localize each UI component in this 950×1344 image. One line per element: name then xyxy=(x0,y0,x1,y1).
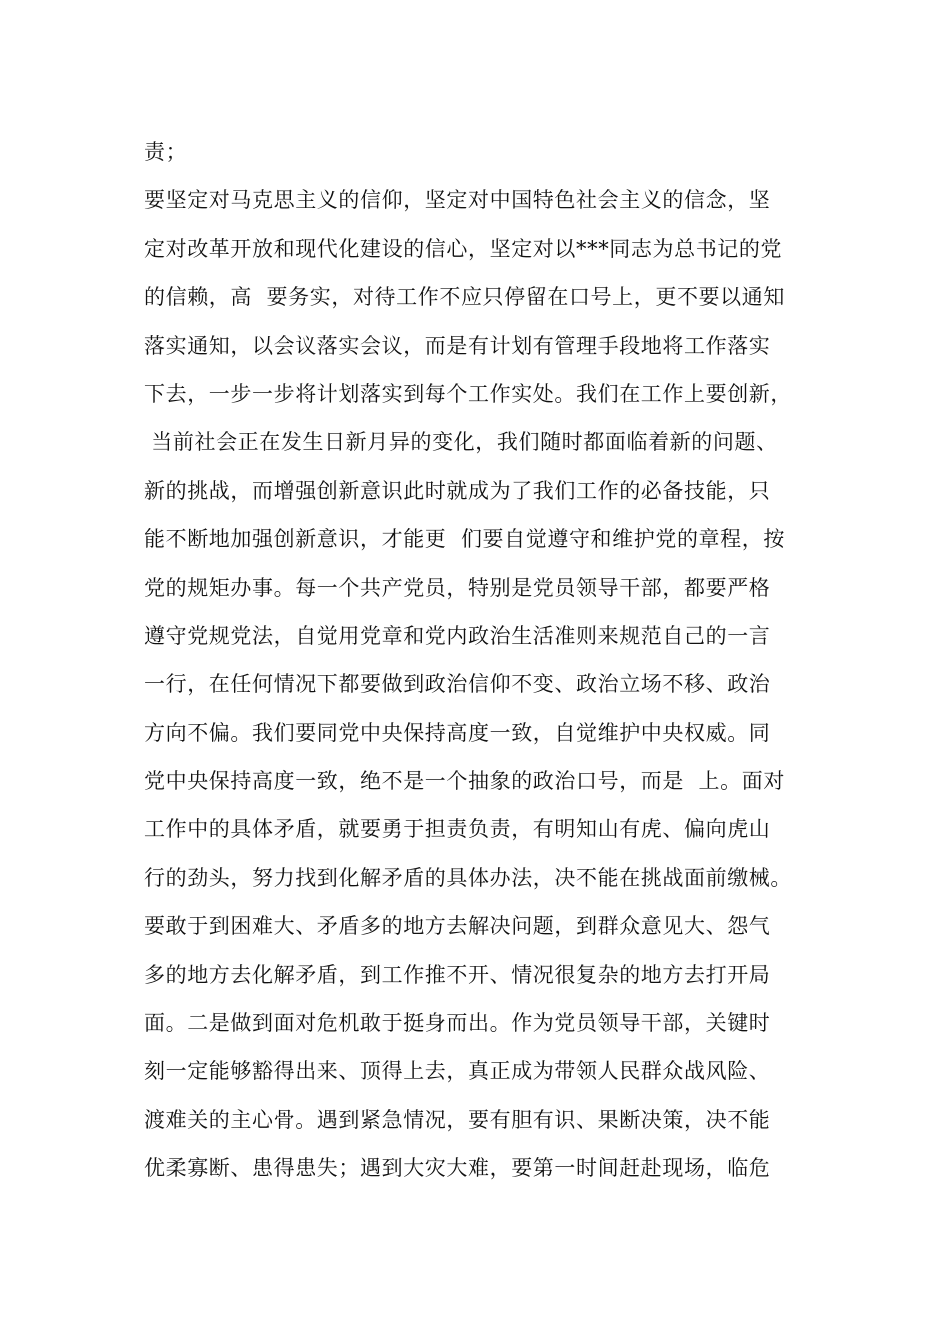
text-line: 工作中的具体矛盾，就要勇于担责负责，有明知山有虎、偏向虎山 xyxy=(144,817,771,842)
text-line: 多的地方去化解矛盾，到工作推不开、情况很复杂的地方去打开局 xyxy=(144,962,771,987)
text-line: 新的挑战，而增强创新意识此时就成为了我们工作的必备技能，只 xyxy=(144,478,771,503)
text-line: 渡难关的主心骨。遇到紧急情况，要有胆有识、果断决策，决不能 xyxy=(144,1107,771,1132)
text-line: 落实通知，以会议落实会议，而是有计划有管理手段地将工作落实 xyxy=(144,333,771,358)
text-line: 一行，在任何情况下都要做到政治信仰不变、政治立场不移、政治 xyxy=(144,672,771,697)
text-line: 优柔寡断、患得患失；遇到大灾大难，要第一时间赶赴现场，临危 xyxy=(144,1156,771,1181)
text-line: 要坚定对马克思主义的信仰，坚定对中国特色社会主义的信念，坚 xyxy=(144,188,771,213)
text-line: 方向不偏。我们要同党中央保持高度一致，自觉维护中央权威。同 xyxy=(144,720,771,745)
text-line: 行的劲头，努力找到化解矛盾的具体办法，决不能在挑战面前缴械。 xyxy=(144,865,792,890)
text-line: 遵守党规党法，自觉用党章和党内政治生活准则来规范自己的一言 xyxy=(144,623,771,648)
text-line: 责； xyxy=(144,140,188,164)
body-text xyxy=(144,128,844,1193)
text-line: 要敢于到困难大、矛盾多的地方去解决问题，到群众意见大、怨气 xyxy=(144,914,771,939)
text-line: 党的规矩办事。每一个共产党员，特别是党员领导干部，都要严格 xyxy=(144,575,771,600)
text-line: 当前社会正在发生日新月异的变化，我们随时都面临着新的问题、 xyxy=(144,430,778,455)
text-line: 党中央保持高度一致，绝不是一个抽象的政治口号，而是 上。面对 xyxy=(144,769,785,794)
text-line: 能不断地加强创新意识，才能更 们要自觉遵守和维护党的章程，按 xyxy=(144,527,785,552)
text-line: 面。二是做到面对危机敢于挺身而出。作为党员领导干部，关键时 xyxy=(144,1011,771,1036)
text-line: 的信赖，高 要务实，对待工作不应只停留在口号上，更不要以通知 xyxy=(144,285,785,310)
text-line: 下去，一步一步将计划落实到每个工作实处。我们在工作上要创新， xyxy=(144,381,792,406)
text-line: 刻一定能够豁得出来、顶得上去，真正成为带领人民群众战风险、 xyxy=(144,1059,771,1084)
text-line: 定对改革开放和现代化建设的信心，坚定对以***同志为总书记的党 xyxy=(144,236,783,261)
